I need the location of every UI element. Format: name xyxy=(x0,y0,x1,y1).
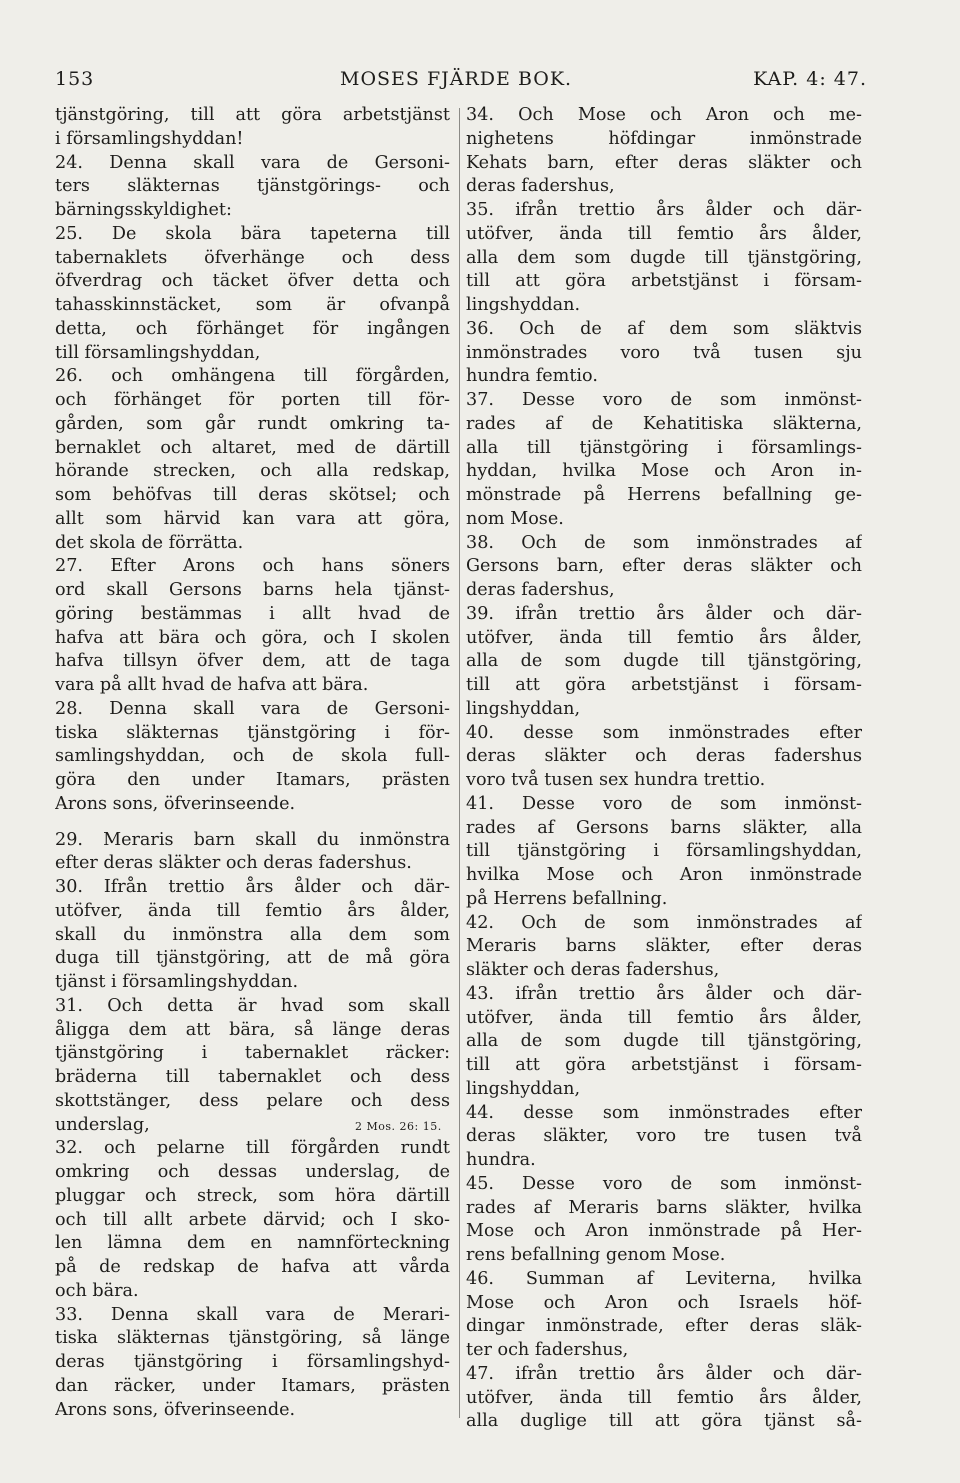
text-line xyxy=(466,1078,862,1102)
line-text: och till allt arbete därvid; och I sko- xyxy=(55,1209,450,1230)
line-text: 42. Och de som inmönstrades af xyxy=(466,912,862,933)
text-line xyxy=(466,698,862,722)
line-text: lingshyddan. xyxy=(466,295,581,315)
text-line xyxy=(55,627,450,651)
chapter-reference: KAP. 4: 47. xyxy=(753,68,867,90)
text-line xyxy=(55,1327,450,1351)
text-line xyxy=(55,876,450,900)
text-line xyxy=(55,1399,450,1423)
line-text: tiska släkternas tjänstgöring i för- xyxy=(55,722,450,743)
line-text: vara på allt hvad de hafva att bära. xyxy=(55,675,369,695)
line-text: deras fadershus, xyxy=(466,176,615,197)
text-line xyxy=(55,365,450,389)
line-text: lingshyddan, xyxy=(466,1078,581,1099)
text-line xyxy=(55,555,450,579)
text-line xyxy=(466,1339,862,1363)
text-line xyxy=(55,152,450,176)
line-text: 38. Och de som inmönstrades af xyxy=(466,532,862,553)
line-text: 25. De skola bära tapeterna till xyxy=(55,223,450,244)
column-divider xyxy=(459,108,460,1418)
text-line xyxy=(55,484,450,508)
text-line xyxy=(466,579,862,603)
text-line xyxy=(466,1220,862,1244)
line-text: 28. Denna skall vara de Gersoni- xyxy=(55,698,450,719)
text-line xyxy=(466,959,862,983)
line-text: 26. och omhängena till förgården, xyxy=(55,366,450,387)
text-line xyxy=(55,1185,450,1209)
line-text: deras släkter, voro tre tusen två xyxy=(466,1126,862,1147)
text-line xyxy=(55,829,450,853)
line-text: 37. Desse voro de som inmönst- xyxy=(466,390,862,410)
text-line xyxy=(466,294,862,318)
book-title: MOSES FJÄRDE BOK. xyxy=(340,68,573,90)
line-text: 35. ifrån trettio års ålder och där- xyxy=(466,200,862,220)
line-text: till tjänstgöring i församlingshyddan, xyxy=(466,841,862,862)
line-text: utöfver, ända till femtio års ålder, xyxy=(55,900,450,921)
text-line xyxy=(466,128,862,152)
text-line xyxy=(466,175,862,199)
text-line xyxy=(466,437,862,461)
text-line xyxy=(466,104,862,128)
text-line xyxy=(55,342,450,366)
line-text: göring bestämmas i allt hvad de xyxy=(55,603,450,624)
text-line xyxy=(55,603,450,627)
text-line xyxy=(55,722,450,746)
text-line xyxy=(466,1007,862,1031)
line-text: hyddan, hvilka Mose och Aron in- xyxy=(466,461,862,482)
line-text: släkter och deras fadershus, xyxy=(466,960,720,980)
text-line xyxy=(466,555,862,579)
line-text: alla duglige till att göra tjänst så- xyxy=(466,1411,862,1432)
text-line xyxy=(55,745,450,769)
line-text: Mose och Aron inmönstrade på Her- xyxy=(466,1221,862,1242)
left-text-column xyxy=(55,104,450,1422)
line-text: till att göra arbetstjänst i försam- xyxy=(466,271,862,292)
line-text: hafva att bära och göra, och I skolen xyxy=(55,627,450,648)
text-line xyxy=(55,793,450,817)
text-line xyxy=(466,270,862,294)
line-text: 31. Och detta är hvad som skall xyxy=(55,995,450,1016)
line-text: det skola de förrätta. xyxy=(55,532,244,553)
line-text: 27. Efter Arons och hans söners xyxy=(55,556,450,577)
text-line xyxy=(55,437,450,461)
line-text: 44. desse som inmönstrades efter xyxy=(466,1102,862,1123)
text-line xyxy=(55,1161,450,1185)
text-line xyxy=(55,128,450,152)
text-line xyxy=(466,1102,862,1126)
text-line xyxy=(55,199,450,223)
text-line xyxy=(55,1209,450,1233)
text-line xyxy=(466,650,862,674)
line-text: utöfver, ända till femtio års ålder, xyxy=(466,1007,862,1028)
line-text: till församlingshyddan, xyxy=(55,342,261,363)
text-line xyxy=(466,1244,862,1268)
line-text: rades af de Kehatitiska släkterna, xyxy=(466,413,862,434)
line-text: 30. Ifrån trettio års ålder och där- xyxy=(55,877,450,897)
line-text: duga till tjänstgöring, att de må göra xyxy=(55,948,450,969)
text-line xyxy=(466,722,862,746)
line-text: pluggar och streck, som höra därtill xyxy=(55,1185,450,1206)
text-line xyxy=(466,223,862,247)
line-text: rens befallning genom Mose. xyxy=(466,1245,726,1265)
text-line xyxy=(55,971,450,995)
line-text: omkring och dessas underslag, de xyxy=(55,1162,450,1182)
line-text: efter deras släkter och deras fadershus. xyxy=(55,853,412,874)
line-text: voro två tusen sex hundra trettio. xyxy=(466,770,766,790)
text-line xyxy=(55,924,450,948)
text-line xyxy=(466,912,862,936)
line-text: ter och fadershus, xyxy=(466,1340,629,1360)
line-text: tjänstgöring, till att göra arbetstjänst xyxy=(55,105,450,125)
text-line xyxy=(466,935,862,959)
line-text: Kehats barn, efter deras släkter och xyxy=(466,152,862,173)
line-text: på de redskap de hafva att vårda xyxy=(55,1257,450,1277)
line-text: samlingshyddan, och de skola full- xyxy=(55,746,450,767)
text-line xyxy=(55,995,450,1019)
line-text: dingar inmönstrade, efter deras släk- xyxy=(466,1316,862,1337)
text-line xyxy=(466,888,862,912)
line-text: på Herrens befallning. xyxy=(466,888,668,909)
text-line xyxy=(466,1054,862,1078)
line-text: göra den under Itamars, prästen xyxy=(55,770,450,790)
text-line xyxy=(55,1280,450,1304)
text-line xyxy=(55,900,450,924)
line-text: till att göra arbetstjänst i försam- xyxy=(466,675,862,695)
text-line xyxy=(466,1315,862,1339)
text-line xyxy=(55,1042,450,1066)
text-line xyxy=(55,247,450,271)
text-line xyxy=(466,1149,862,1173)
text-line xyxy=(55,1019,450,1043)
text-line xyxy=(466,1268,862,1292)
line-text: och bära. xyxy=(55,1280,139,1301)
text-line xyxy=(466,745,862,769)
line-text: deras tjänstgöring i församlingshyd- xyxy=(55,1352,450,1372)
line-text: 34. Och Mose och Aron och me- xyxy=(466,105,862,125)
text-line xyxy=(55,1114,450,1138)
line-text: bräderna till tabernaklet och dess xyxy=(55,1067,450,1087)
line-text: hundra. xyxy=(466,1150,536,1170)
line-text: deras fadershus, xyxy=(466,580,615,600)
line-text: skall du inmönstra alla dem som xyxy=(55,924,450,945)
line-text: 46. Summan af Leviterna, hvilka xyxy=(466,1268,862,1289)
line-text: tjänst i församlingshyddan. xyxy=(55,972,299,992)
line-text: 47. ifrån trettio års ålder och där- xyxy=(466,1363,862,1384)
text-line xyxy=(55,318,450,342)
text-line xyxy=(466,247,862,271)
line-text: allt som härvid kan vara att göra, xyxy=(55,508,450,529)
line-text: 29. Meraris barn skall du inmönstra xyxy=(55,829,450,850)
text-line xyxy=(466,484,862,508)
line-text: Arons sons, öfverinseende. xyxy=(55,1399,296,1420)
text-line xyxy=(55,175,450,199)
text-line xyxy=(466,508,862,532)
text-line xyxy=(55,1137,450,1161)
text-line xyxy=(55,413,450,437)
text-line xyxy=(55,650,450,674)
line-text: alla de som dugde till tjänstgöring, xyxy=(466,1031,862,1052)
line-text: utöfver, ända till femtio års ålder, xyxy=(466,223,862,244)
text-line xyxy=(55,1304,450,1328)
text-line xyxy=(55,579,450,603)
line-text: underslag, xyxy=(55,1114,150,1135)
line-text: Mose och Aron och Israels höf- xyxy=(466,1292,862,1313)
text-line xyxy=(466,1387,862,1411)
line-text: Gersons barn, efter deras släkter och xyxy=(466,556,862,577)
line-text: och förhänget för porten till för- xyxy=(55,390,450,410)
text-line xyxy=(55,389,450,413)
line-text: tjänstgöring i tabernaklet räcker: xyxy=(55,1043,450,1064)
text-line xyxy=(466,983,862,1007)
line-text: alla de som dugde till tjänstgöring, xyxy=(466,651,862,672)
line-text: nighetens höfdingar inmönstrade xyxy=(466,128,862,149)
line-text: utöfver, ända till femtio års ålder, xyxy=(466,627,862,648)
text-line xyxy=(466,793,862,817)
line-text: gården, som går rundt omkring ta- xyxy=(55,413,450,434)
line-text: 40. desse som inmönstrades efter xyxy=(466,722,862,743)
text-line xyxy=(55,769,450,793)
text-line xyxy=(466,1125,862,1149)
line-text: Arons sons, öfverinseende. xyxy=(55,793,296,814)
text-line xyxy=(55,532,450,556)
text-line xyxy=(55,1066,450,1090)
line-text: i församlingshyddan! xyxy=(55,128,244,149)
line-text: åligga dem att bära, så länge deras xyxy=(55,1019,450,1040)
line-text: lingshyddan, xyxy=(466,698,581,719)
text-line xyxy=(466,864,862,888)
line-text: mönstrade på Herrens befallning ge- xyxy=(466,485,862,505)
line-text: till att göra arbetstjänst i försam- xyxy=(466,1055,862,1075)
line-text: 36. Och de af dem som släktvis xyxy=(466,318,862,339)
text-line xyxy=(55,104,450,128)
line-text: hörande strecken, och alla redskap, xyxy=(55,461,450,482)
line-text: tiska släkternas tjänstgöring, så länge xyxy=(55,1328,450,1349)
text-line xyxy=(466,674,862,698)
line-text: ters släkternas tjänstgörings- och xyxy=(55,176,450,197)
text-line xyxy=(55,1351,450,1375)
text-line xyxy=(55,270,450,294)
running-header xyxy=(55,68,867,96)
text-line xyxy=(466,152,862,176)
line-text: 32. och pelarne till förgården rundt xyxy=(55,1138,450,1159)
text-line xyxy=(466,199,862,223)
line-text: rades af Gersons barns släkter, alla xyxy=(466,817,862,838)
line-text: deras släkter och deras fadershus xyxy=(466,746,862,767)
line-text: hundra femtio. xyxy=(466,366,598,387)
text-line xyxy=(55,508,450,532)
line-text: Meraris barns släkter, efter deras xyxy=(466,936,862,957)
text-line xyxy=(55,223,450,247)
text-line xyxy=(55,1375,450,1399)
line-text: rades af Meraris barns släkter, hvilka xyxy=(466,1197,862,1218)
text-line xyxy=(466,627,862,651)
text-line xyxy=(466,413,862,437)
text-line xyxy=(55,460,450,484)
text-line xyxy=(466,532,862,556)
line-text: hvilka Mose och Aron inmönstrade xyxy=(466,865,862,885)
text-line xyxy=(466,1030,862,1054)
text-line xyxy=(466,603,862,627)
line-text: 33. Denna skall vara de Merari- xyxy=(55,1304,450,1325)
line-text: 24. Denna skall vara de Gersoni- xyxy=(55,152,450,173)
text-line xyxy=(55,294,450,318)
text-line xyxy=(55,1090,450,1114)
line-text: alla till tjänstgöring i församlings- xyxy=(466,437,862,458)
line-text: dan räcker, under Itamars, prästen xyxy=(55,1375,450,1396)
text-line xyxy=(466,1197,862,1221)
text-line xyxy=(55,674,450,698)
text-line xyxy=(55,1256,450,1280)
text-line xyxy=(466,389,862,413)
line-text: 45. Desse voro de som inmönst- xyxy=(466,1173,862,1194)
text-line xyxy=(55,698,450,722)
text-line xyxy=(466,460,862,484)
page-number: 153 xyxy=(55,68,95,90)
line-text: tahasskinnstäcket, som är ofvanpå xyxy=(55,295,450,315)
right-text-column xyxy=(466,104,862,1434)
line-text: 43. ifrån trettio års ålder och där- xyxy=(466,983,862,1004)
line-text: bernaklet och altaret, med de därtill xyxy=(55,437,450,458)
line-text: inmönstrades voro två tusen sju xyxy=(466,342,862,363)
paragraph-gap xyxy=(55,817,450,829)
line-text: nom Mose. xyxy=(466,508,564,529)
line-text: ord skall Gersons barns hela tjänst- xyxy=(55,580,450,600)
line-text: 39. ifrån trettio års ålder och där- xyxy=(466,603,862,624)
cross-reference: 2 Mos. 26: 15. xyxy=(355,1119,442,1133)
text-line xyxy=(466,769,862,793)
line-text: hafva tillsyn öfver dem, att de taga xyxy=(55,651,450,672)
text-line xyxy=(466,1173,862,1197)
text-line xyxy=(466,1363,862,1387)
line-text: detta, och förhänget för ingången xyxy=(55,318,450,339)
line-text: skottstänger, dess pelare och dess xyxy=(55,1090,450,1111)
line-text: bärningsskyldighet: xyxy=(55,200,232,220)
text-line xyxy=(55,852,450,876)
text-line xyxy=(466,840,862,864)
line-text: öfverdrag och täcket öfver detta och xyxy=(55,271,450,292)
text-line xyxy=(466,342,862,366)
line-text: som behöfvas till deras skötsel; och xyxy=(55,485,450,505)
line-text: len lämna dem en namnförteckning xyxy=(55,1233,450,1254)
line-text: utöfver, ända till femtio års ålder, xyxy=(466,1387,862,1408)
line-text: 41. Desse voro de som inmönst- xyxy=(466,793,862,814)
text-line xyxy=(55,947,450,971)
text-line xyxy=(466,365,862,389)
text-line xyxy=(466,817,862,841)
text-line xyxy=(466,318,862,342)
text-line xyxy=(466,1292,862,1316)
text-line xyxy=(466,1410,862,1434)
line-text: tabernaklets öfverhänge och dess xyxy=(55,247,450,268)
line-text: alla dem som dugde till tjänstgöring, xyxy=(466,247,862,268)
text-line xyxy=(55,1232,450,1256)
